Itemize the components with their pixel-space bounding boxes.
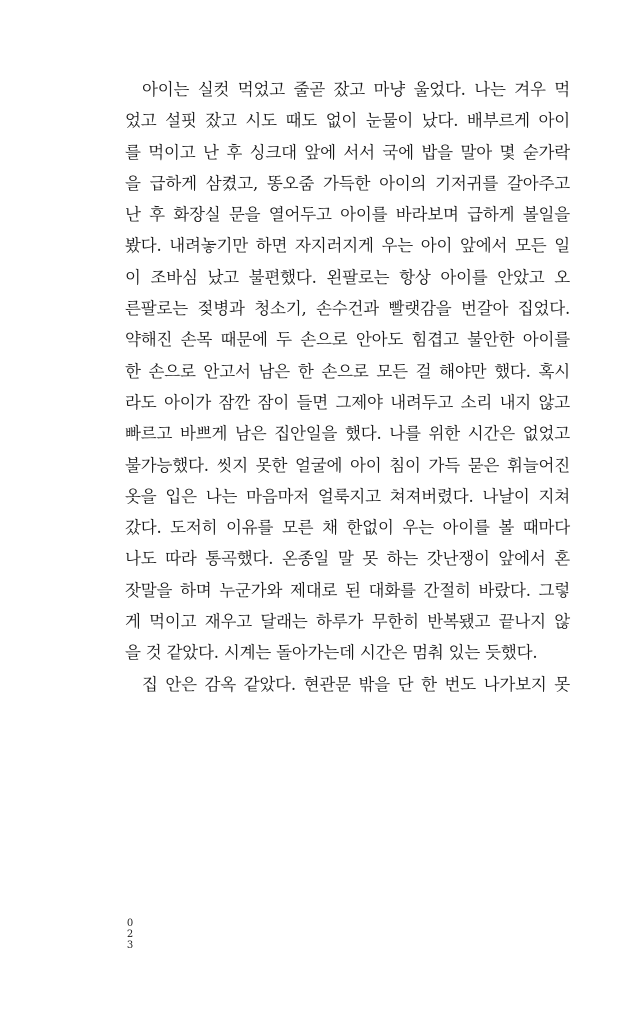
text-line: 옷을 입은 나는 마음마저 얼룩지고 쳐져버렸다. 나날이 지쳐 xyxy=(125,486,570,506)
text-line: 라도 아이가 잠깐 잠이 들면 그제야 내려두고 소리 내지 않고 xyxy=(125,392,570,412)
text-line: 갔다. 도저히 이유를 모른 채 한없이 우는 아이를 볼 때마다 xyxy=(125,518,570,538)
text-line: 이 조바심 났고 불편했다. 왼팔로는 항상 아이를 안았고 오 xyxy=(125,267,570,287)
text-line: 을 것 같았다. 시계는 돌아가는데 시간은 멈춰 있는 듯했다. xyxy=(125,643,538,663)
body-text xyxy=(125,78,570,704)
text-line: 빠르고 바쁘게 남은 집안일을 했다. 나를 위한 시간은 없었고 xyxy=(125,424,570,444)
text-line: 아이는 실컷 먹었고 줄곧 잤고 마냥 울었다. 나는 겨우 먹 xyxy=(142,80,570,99)
text-line: 난 후 화장실 문을 열어두고 아이를 바라보며 급하게 볼일을 xyxy=(125,205,570,225)
page-number-digit: 0 xyxy=(126,918,134,929)
text-line: 었고 설핏 잤고 시도 때도 없이 눈물이 났다. 배부르게 아이 xyxy=(125,111,570,131)
text-line: 을 급하게 삼켰고, 똥오줌 가득한 아이의 기저귀를 갈아주고 xyxy=(125,173,570,193)
page-number-digit: 3 xyxy=(126,940,134,951)
text-line: 약해진 손목 때문에 두 손으로 안아도 힘겹고 불안한 아이를 xyxy=(125,330,570,350)
text-line: 나도 따라 통곡했다. 온종일 말 못 하는 갓난쟁이 앞에서 혼 xyxy=(125,549,570,569)
text-line: 집 안은 감옥 같았다. 현관문 밖을 단 한 번도 나가보지 못 xyxy=(142,674,570,694)
page-number xyxy=(123,918,137,951)
text-line: 한 손으로 안고서 남은 한 손으로 모든 걸 해야만 했다. 혹시 xyxy=(125,361,570,381)
text-line: 잣말을 하며 누군가와 제대로 된 대화를 간절히 바랐다. 그렇 xyxy=(125,580,570,600)
text-line: 봤다. 내려놓기만 하면 자지러지게 우는 아이 앞에서 모든 일 xyxy=(125,236,570,256)
text-line: 게 먹이고 재우고 달래는 하루가 무한히 반복됐고 끝나지 않 xyxy=(125,612,570,632)
page-number-digit: 2 xyxy=(126,929,134,940)
text-line: 를 먹이고 난 후 싱크대 앞에 서서 국에 밥을 말아 몇 숟가락 xyxy=(125,142,570,162)
text-line: 른팔로는 젖병과 청소기, 손수건과 빨랫감을 번갈아 집었다. xyxy=(125,299,570,319)
text-line: 불가능했다. 씻지 못한 얼굴에 아이 침이 가득 묻은 휘늘어진 xyxy=(125,455,570,475)
